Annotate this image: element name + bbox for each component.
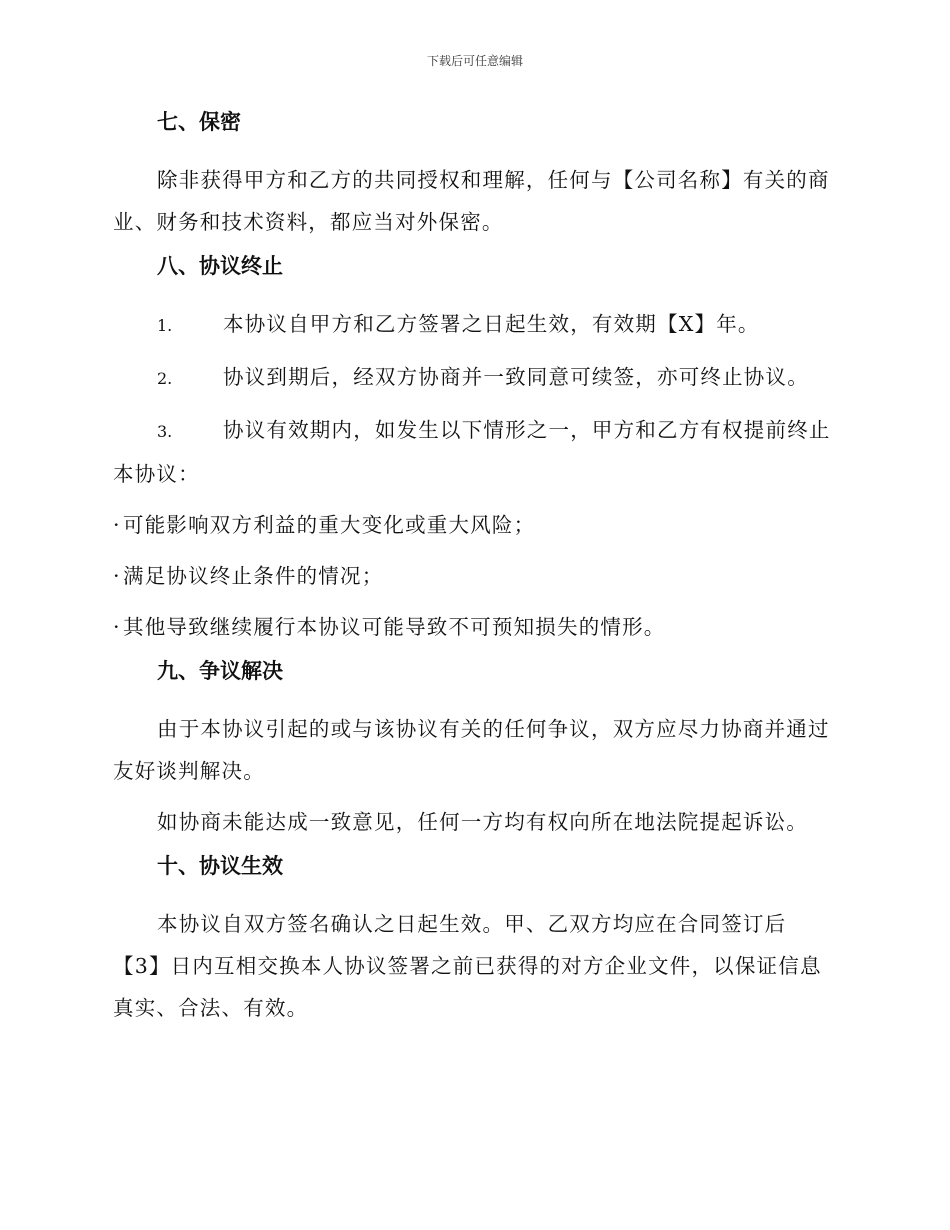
section-8-item-1 xyxy=(113,303,833,347)
bullet-text: 满足协议终止条件的情况； xyxy=(123,564,384,588)
item-number: 1. xyxy=(157,316,173,335)
section-10-paragraph: 本协议自双方签名确认之日起生效。甲、乙双方均应在合同签订后【3】日内互相交换本人协议签署之前已获得的对方企业文件，以保证信息真实、合法、有效。 xyxy=(113,912,822,1020)
header-note: 下载后可任意编辑 xyxy=(426,54,523,68)
bullet-text: 其他导致继续履行本协议可能导致不可预知损失的情形。 xyxy=(123,615,666,639)
item-text: 本协议自甲方和乙方签署之日起生效，有效期【X】年。 xyxy=(223,312,760,336)
section-7-title: 七、保密 xyxy=(157,109,241,134)
item-number: 3. xyxy=(157,422,173,441)
section-8-title: 八、协议终止 xyxy=(157,253,283,278)
document-body xyxy=(113,108,833,1038)
item-number: 2. xyxy=(157,369,173,388)
bullet-dot-icon: · xyxy=(113,564,121,588)
item-text: 协议到期后，经双方协商并一致同意可续签，亦可终止协议。 xyxy=(223,365,809,389)
section-10-title: 十、协议生效 xyxy=(157,853,283,878)
bullet-dot-icon: · xyxy=(113,615,121,639)
section-8-bullet-2 xyxy=(113,555,833,597)
item-text: 协议有效期内，如发生以下情形之一，甲方和乙方有权提前终止本协议： xyxy=(113,418,831,486)
section-8-item-3 xyxy=(113,409,833,495)
bullet-text: 可能影响双方利益的重大变化或重大风险； xyxy=(123,513,536,537)
section-9-title: 九、争议解决 xyxy=(157,658,283,683)
section-7-paragraph: 除非获得甲方和乙方的共同授权和理解，任何与【公司名称】有关的商业、财务和技术资料，都应当对外保密。 xyxy=(113,168,830,234)
section-8-item-2 xyxy=(113,356,833,400)
section-9-paragraph-1: 由于本协议引起的或与该协议有关的任何争议，双方应尽力协商并通过友好谈判解决。 xyxy=(113,717,830,783)
section-8-bullet-1 xyxy=(113,504,833,546)
section-8-bullet-3 xyxy=(113,606,833,648)
section-9-paragraph-2: 如协商未能达成一致意见，任何一方均有权向所在地法院提起诉讼。 xyxy=(157,810,808,834)
bullet-dot-icon: · xyxy=(113,513,121,537)
